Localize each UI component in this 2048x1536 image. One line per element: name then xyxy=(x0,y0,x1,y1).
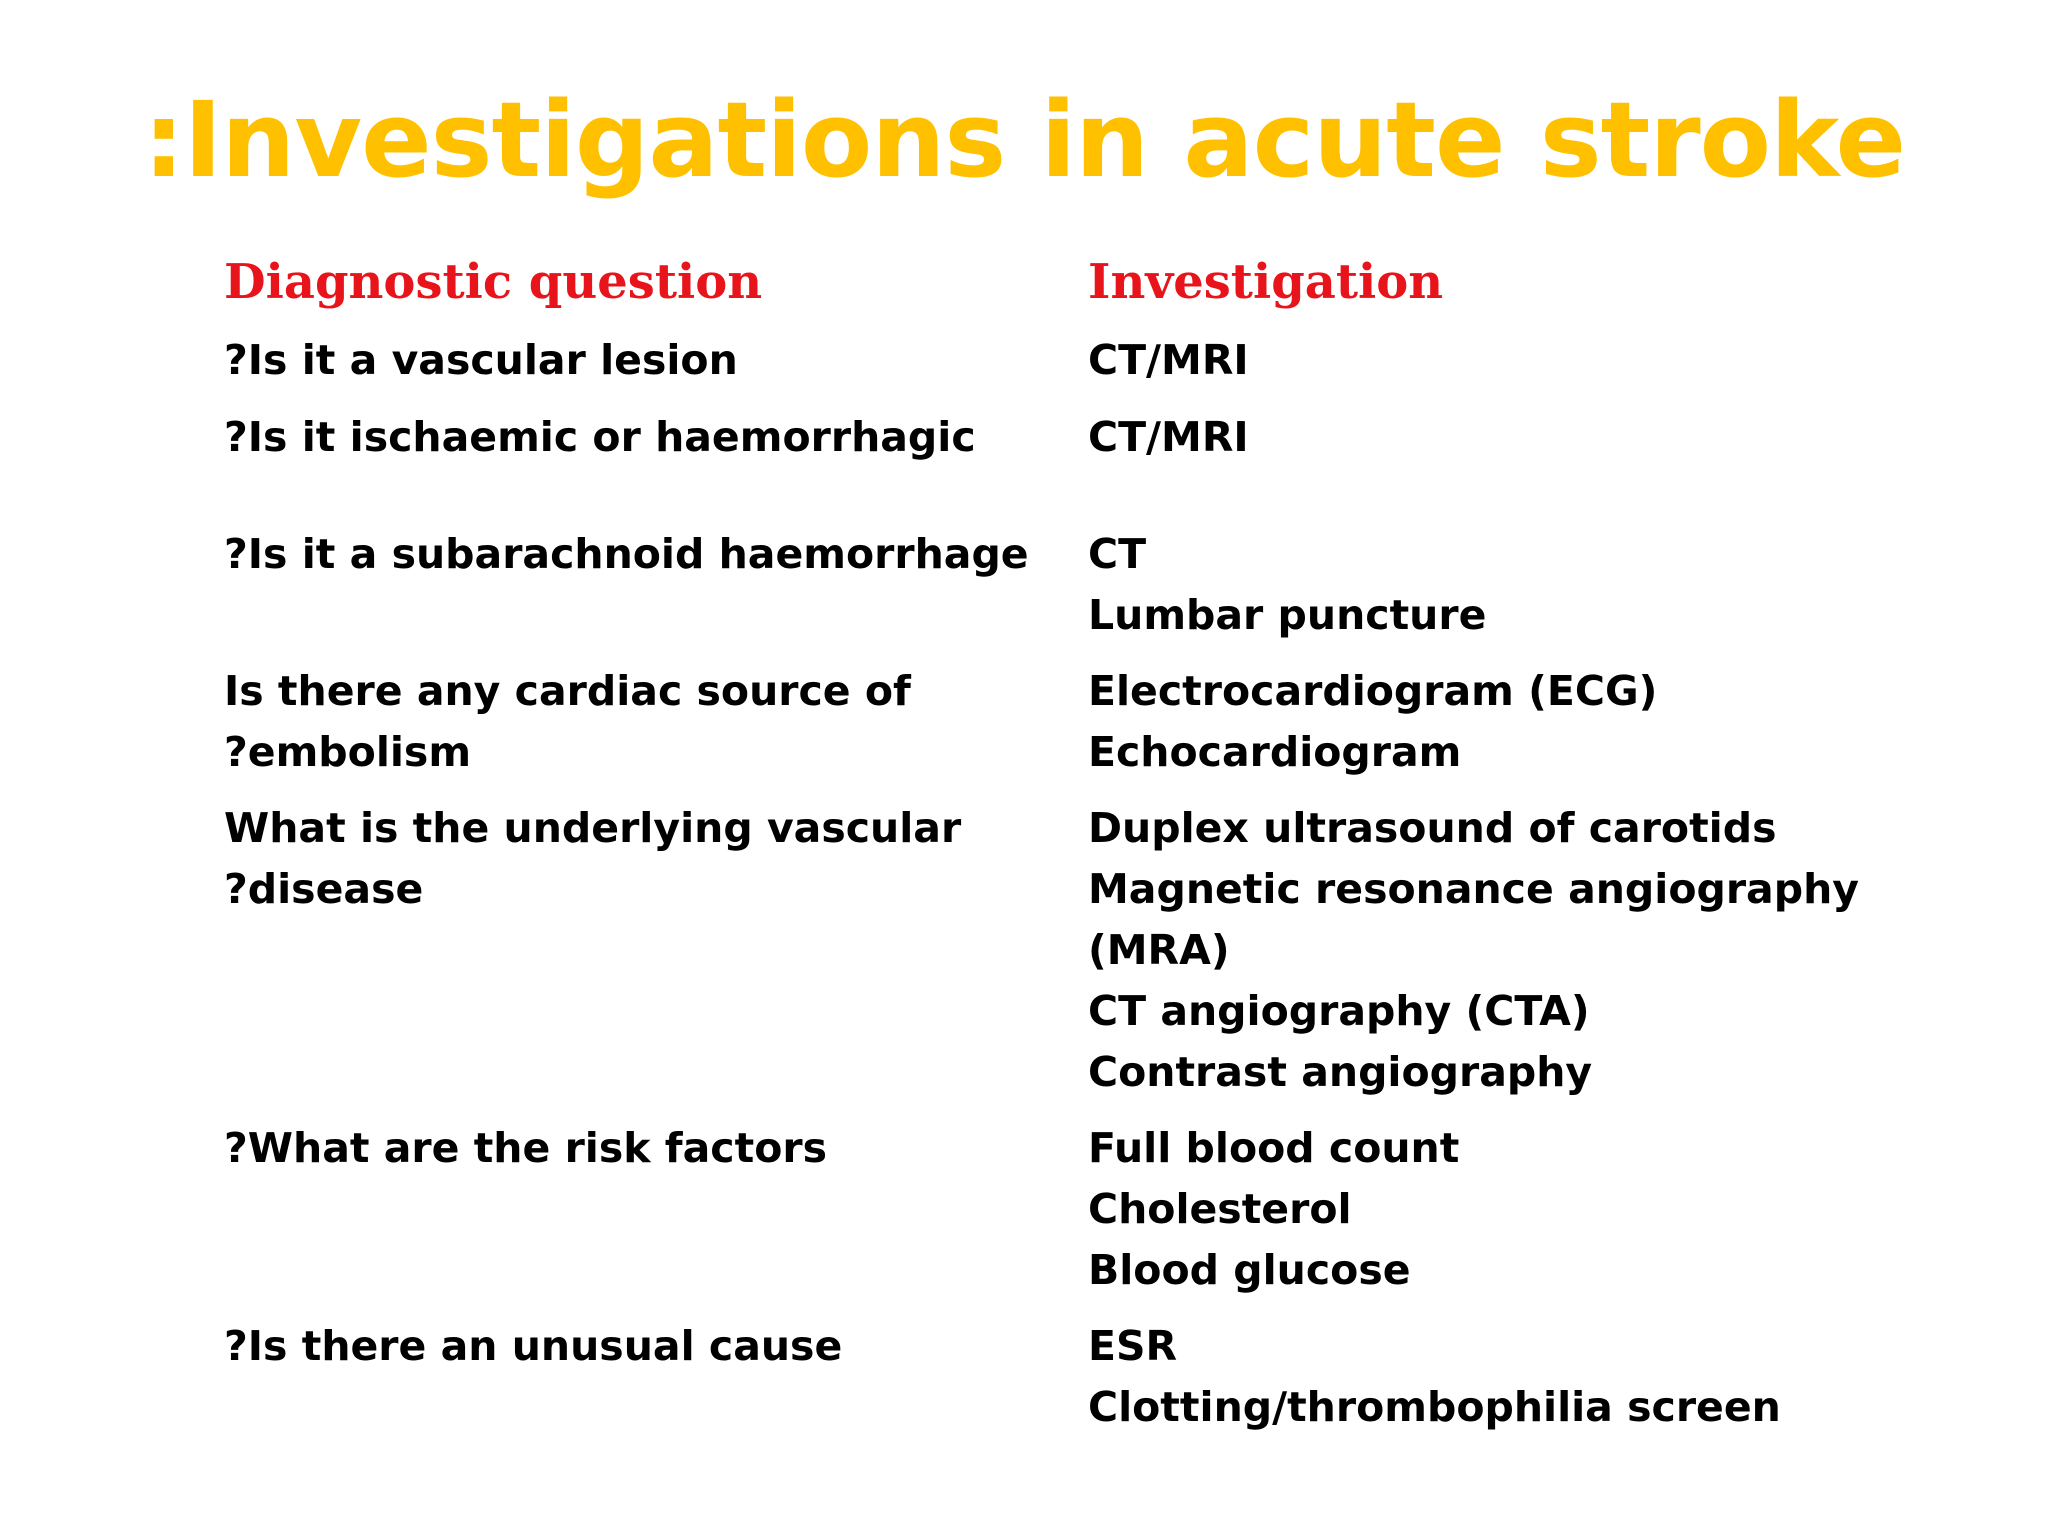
question-cell xyxy=(224,524,1088,646)
investigation-line: Lumbar puncture xyxy=(1088,591,1487,639)
question-line: ?Is it ischaemic or haemorrhagic xyxy=(224,413,976,461)
table-row xyxy=(224,661,1864,783)
table-row xyxy=(224,330,1864,391)
investigation-cell xyxy=(1088,661,1848,783)
question-line: ?Is there an unusual cause xyxy=(224,1322,843,1370)
investigation-line: CT angiography (CTA) xyxy=(1088,987,1590,1035)
investigation-line: Duplex ultrasound of carotids xyxy=(1088,804,1777,852)
investigation-line: CT/MRI xyxy=(1088,413,1249,461)
investigation-cell xyxy=(1088,798,1859,1103)
question-line: ?Is it a subarachnoid haemorrhage xyxy=(224,530,1029,578)
investigation-cell xyxy=(1088,1118,1848,1301)
question-cell xyxy=(224,1316,1088,1438)
investigation-line: CT xyxy=(1088,530,1147,578)
slide-title: :Investigations in acute stroke xyxy=(143,79,1905,201)
investigation-cell xyxy=(1088,524,1848,646)
table-row xyxy=(224,1118,1864,1301)
question-line: ?disease xyxy=(224,865,424,913)
investigation-line: Cholesterol xyxy=(1088,1185,1352,1233)
investigations-table xyxy=(224,252,1864,1438)
question-line: ?What are the risk factors xyxy=(224,1124,827,1172)
question-line: ?embolism xyxy=(224,728,472,776)
investigation-cell xyxy=(1088,330,1848,391)
investigation-line: Echocardiogram xyxy=(1088,728,1462,776)
question-cell xyxy=(224,798,1088,1103)
question-cell xyxy=(224,1118,1088,1301)
question-line: ?Is it a vascular lesion xyxy=(224,336,738,384)
investigation-line: (MRA) xyxy=(1088,926,1230,974)
question-line: What is the underlying vascular xyxy=(224,804,962,852)
investigation-line: Full blood count xyxy=(1088,1124,1460,1172)
investigation-line: Magnetic resonance angiography xyxy=(1088,865,1859,913)
header-diagnostic-question: Diagnostic question xyxy=(224,254,763,310)
header-investigation: Investigation xyxy=(1088,254,1444,310)
investigation-line: Electrocardiogram (ECG) xyxy=(1088,667,1658,715)
investigation-cell xyxy=(1088,1316,1848,1438)
investigation-cell xyxy=(1088,407,1848,468)
table-row xyxy=(224,524,1864,646)
investigation-line: Blood glucose xyxy=(1088,1246,1411,1294)
table-row xyxy=(224,1316,1864,1438)
table-header-row xyxy=(224,252,1864,324)
table-row xyxy=(224,798,1864,1103)
table-row xyxy=(224,407,1864,468)
question-cell xyxy=(224,661,1088,783)
question-cell xyxy=(224,407,1088,468)
investigation-line: ESR xyxy=(1088,1322,1178,1370)
investigation-line: Contrast angiography xyxy=(1088,1048,1593,1096)
investigation-line: Clotting/thrombophilia screen xyxy=(1088,1383,1781,1431)
investigation-line: CT/MRI xyxy=(1088,336,1249,384)
question-cell xyxy=(224,330,1088,391)
question-line: Is there any cardiac source of xyxy=(224,667,911,715)
